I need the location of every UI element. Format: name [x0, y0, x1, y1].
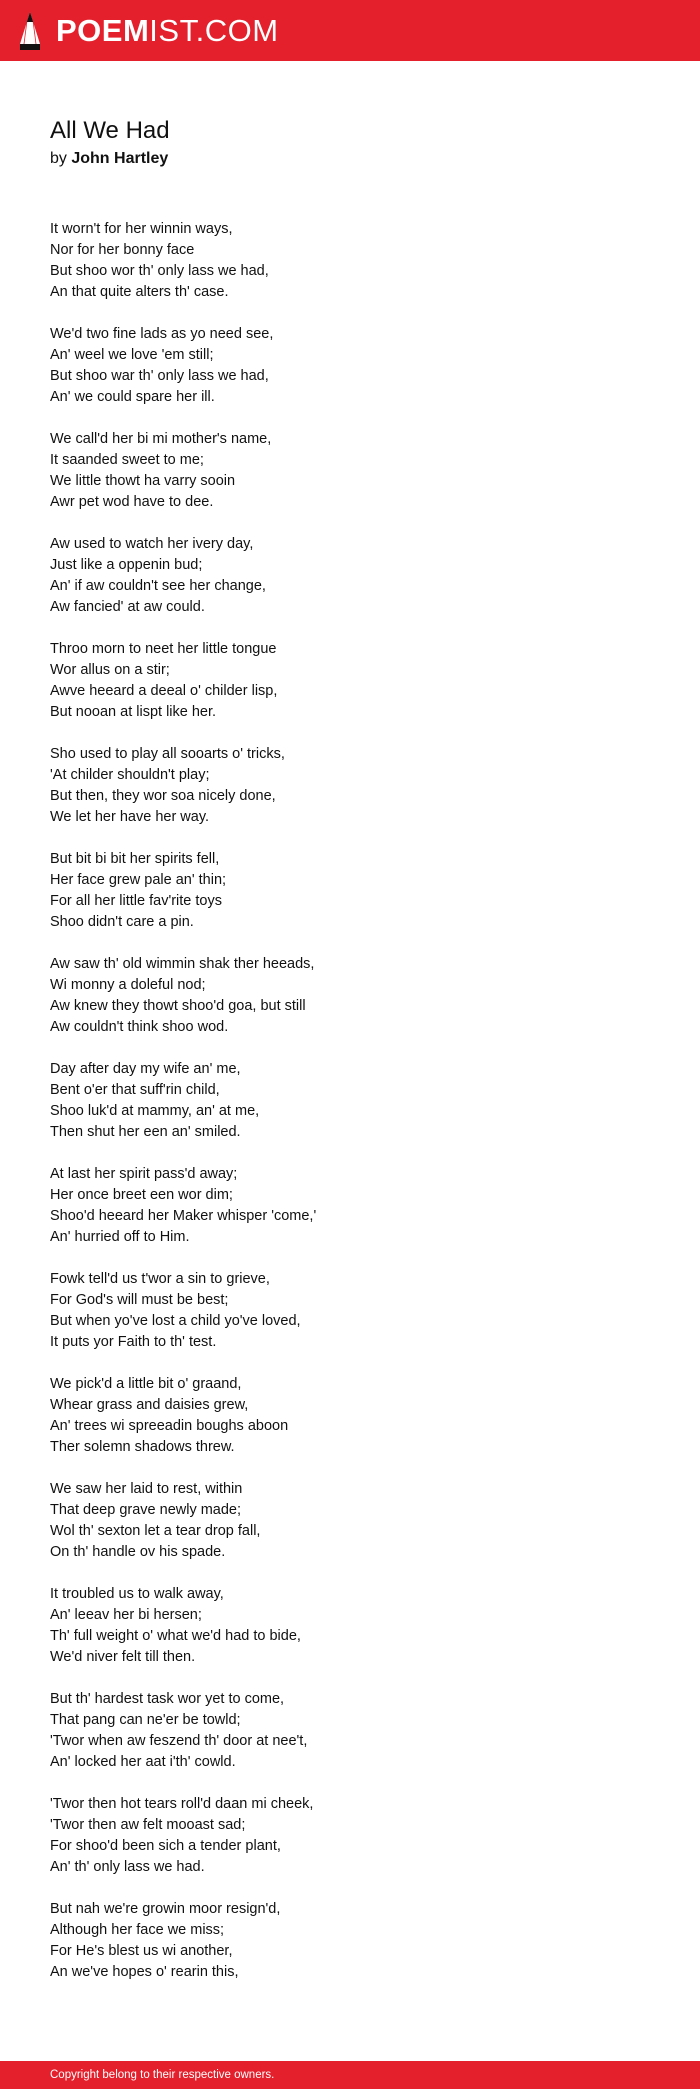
poem-line: Her face grew pale an' thin; [50, 872, 227, 888]
pencil-tip-icon [18, 11, 42, 51]
poem-line: For shoo'd been sich a tender plant, [50, 1838, 281, 1854]
poem-stanza [50, 1794, 650, 1878]
poem-line: But when yo've lost a child yo've loved, [50, 1313, 301, 1329]
byline-prefix: by [50, 150, 67, 167]
poem-body [50, 219, 650, 1983]
poem-line: Awve heeard a deeal o' childer lisp, [50, 683, 278, 699]
poem-stanza [50, 744, 650, 828]
poem-line: An' th' only lass we had. [50, 1859, 205, 1875]
poem-line: Ther solemn shadows threw. [50, 1439, 235, 1455]
site-logo[interactable] [18, 0, 279, 61]
poem-line: We'd two fine lads as yo need see, [50, 326, 274, 342]
poem-line: An' locked her aat i'th' cowld. [50, 1754, 236, 1770]
site-header [0, 0, 700, 61]
poem-stanza [50, 324, 650, 408]
poem-line: Wi monny a doleful nod; [50, 977, 206, 993]
poem-line: It troubled us to walk away, [50, 1586, 224, 1602]
poem-line: An' we could spare her ill. [50, 389, 215, 405]
poem-line: Aw knew they thowt shoo'd goa, but still [50, 998, 306, 1014]
poem-line: Aw couldn't think shoo wod. [50, 1019, 229, 1035]
poem-byline [50, 148, 650, 170]
poem-line: Her once breet een wor dim; [50, 1187, 233, 1203]
poem-stanza [50, 849, 650, 933]
poem-stanza [50, 954, 650, 1038]
poem-title: All We Had [50, 117, 170, 144]
logo-light-text: IST.COM [149, 13, 279, 48]
poem-line: 'At childer shouldn't play; [50, 767, 210, 783]
poem-line: Although her face we miss; [50, 1922, 225, 1938]
poem-line: Then shut her een an' smiled. [50, 1124, 241, 1140]
poem-line: Wol th' sexton let a tear drop fall, [50, 1523, 261, 1539]
poem-line: Th' full weight o' what we'd had to bide, [50, 1628, 301, 1644]
site-footer [0, 2061, 700, 2089]
poem-line: But nooan at lispt like her. [50, 704, 217, 720]
poem-line: For all her little fav'rite toys [50, 893, 222, 909]
poem-line: We little thowt ha varry sooin [50, 473, 236, 489]
poem-line: 'Twor then aw felt mooast sad; [50, 1817, 246, 1833]
poem-line: Sho used to play all sooarts o' tricks, [50, 746, 285, 762]
poem-stanza [50, 534, 650, 618]
poem-line: Shoo'd heeard her Maker whisper 'come,' [50, 1208, 317, 1224]
poem-line: It saanded sweet to me; [50, 452, 204, 468]
logo-wordmark [56, 15, 279, 46]
poem-line: Aw used to watch her ivery day, [50, 536, 254, 552]
author-name[interactable]: John Hartley [71, 150, 169, 167]
poem-stanza [50, 1479, 650, 1563]
poem-line: We call'd her bi mi mother's name, [50, 431, 272, 447]
poem-stanza [50, 639, 650, 723]
poem-line: But th' hardest task wor yet to come, [50, 1691, 285, 1707]
poem-line: On th' handle ov his spade. [50, 1544, 226, 1560]
poem-stanza [50, 429, 650, 513]
poem-line: We let her have her way. [50, 809, 210, 825]
poem-line: Aw fancied' at aw could. [50, 599, 205, 615]
poem-stanza [50, 219, 650, 303]
poem-line: Wor allus on a stir; [50, 662, 170, 678]
poem-line: An' hurried off to Him. [50, 1229, 190, 1245]
poem-line: An' leeav her bi hersen; [50, 1607, 202, 1623]
poem-line: It worn't for her winnin ways, [50, 221, 233, 237]
poem-stanza [50, 1584, 650, 1668]
poem-stanza [50, 1689, 650, 1773]
poem-line: 'Twor then hot tears roll'd daan mi cheek, [50, 1796, 314, 1812]
poem-line: For He's blest us wi another, [50, 1943, 233, 1959]
poem-line: We pick'd a little bit o' graand, [50, 1376, 242, 1392]
poem-stanza [50, 1899, 650, 1983]
poem-line: An' trees wi spreeadin boughs aboon [50, 1418, 289, 1434]
poem-line: We'd niver felt till then. [50, 1649, 196, 1665]
poem-line: But shoo war th' only lass we had, [50, 368, 269, 384]
poem-stanza [50, 1164, 650, 1248]
logo-bold-text: POEM [56, 13, 150, 48]
poem-line: An we've hopes o' rearin this, [50, 1964, 239, 1980]
poem-line: Just like a oppenin bud; [50, 557, 203, 573]
poem-line: An that quite alters th' case. [50, 284, 229, 300]
poem-line: At last her spirit pass'd away; [50, 1166, 238, 1182]
poem-line: But then, they wor soa nicely done, [50, 788, 276, 804]
poem-line: We saw her laid to rest, within [50, 1481, 243, 1497]
poem-line: But bit bi bit her spirits fell, [50, 851, 220, 867]
poem-line: Nor for her bonny face [50, 242, 195, 258]
poem-line: Shoo didn't care a pin. [50, 914, 194, 930]
poem-line: Bent o'er that suff'rin child, [50, 1082, 220, 1098]
poem-line: It puts yor Faith to th' test. [50, 1334, 217, 1350]
poem-line: 'Twor when aw feszend th' door at nee't, [50, 1733, 308, 1749]
poem-line: An' weel we love 'em still; [50, 347, 214, 363]
poem-line: Throo morn to neet her little tongue [50, 641, 277, 657]
poem-stanza [50, 1059, 650, 1143]
poem-line: Fowk tell'd us t'wor a sin to grieve, [50, 1271, 270, 1287]
poem-line: That pang can ne'er be towld; [50, 1712, 241, 1728]
poem-line: For God's will must be best; [50, 1292, 229, 1308]
poem-stanza [50, 1374, 650, 1458]
poem-line: But nah we're growin moor resign'd, [50, 1901, 281, 1917]
poem-line: An' if aw couldn't see her change, [50, 578, 266, 594]
poem-line: But shoo wor th' only lass we had, [50, 263, 269, 279]
poem-line: That deep grave newly made; [50, 1502, 242, 1518]
poem-line: Awr pet wod have to dee. [50, 494, 214, 510]
poem-line: Shoo luk'd at mammy, an' at me, [50, 1103, 260, 1119]
copyright-notice: Copyright belong to their respective owners. [50, 2069, 275, 2081]
poem-line: Day after day my wife an' me, [50, 1061, 241, 1077]
poem-line: Aw saw th' old wimmin shak ther heeads, [50, 956, 315, 972]
poem-stanza [50, 1269, 650, 1353]
poem-content [50, 116, 650, 2004]
poem-line: Whear grass and daisies grew, [50, 1397, 249, 1413]
